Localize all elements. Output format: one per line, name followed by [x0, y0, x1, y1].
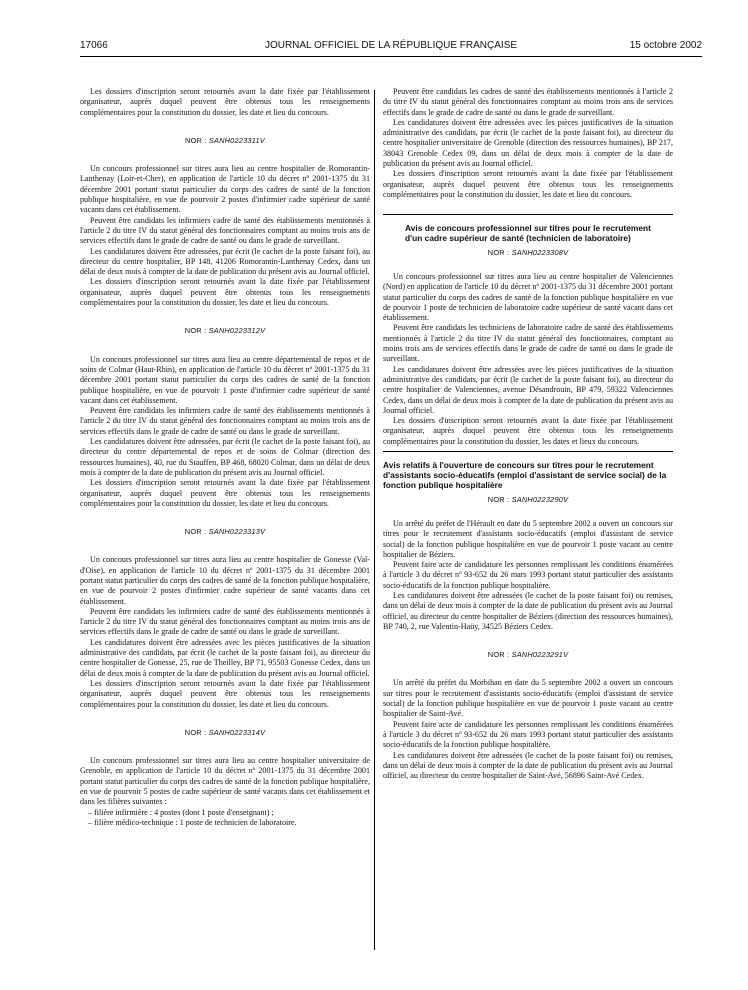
notice-paragraph: Les candidatures doivent être adressées avec les pièces justificatives de la situation administrative des candidats, par écrit (le cachet de la poste faisant foi), au directeur du centre hospitalier de Valenciennes, avenue Désandrouin, BP 479, 59322 Valenciennes Cedex, dans un délai de deux mois à compter de la date de publication du présent avis au Journal officiel.: [383, 364, 673, 415]
notice-paragraph: Les candidatures doivent être adressées, par écrit (le cachet de la poste faisant foi), au directeur du centre départemental de repos et de soins de Colmar (direction des ressources humaines), 40, rue du Stauffen, BP 468, 68020 Colmar, dans un délai de deux mois à compter de la date de publication du présent avis au Journal officiel.: [80, 437, 370, 477]
nor-line: NOR : SANH0223290V: [487, 494, 569, 504]
notice-paragraph: Les candidatures doivent être adressées, par écrit (le cachet de la poste faisant foi), au directeur du centre hospitalier, BP 148, 41206 Romorantin-Lanthenay Cedex, dans un délai de deux mois à compter de la date de publication du présent avis au Journal officiel.: [80, 246, 370, 277]
notice-paragraph: Les candidatures doivent être adressées (le cachet de la poste faisant foi) ou remises, dans un délai de deux mois à compter de la date de publication du présent avis au Journal officiel, au directeur du centre hospitalier de Béziers (direction des ressources humaines), BP 740, 2, rue Valentin-Haüy, 34525 Béziers Cedex.: [383, 591, 673, 631]
nor-code: SANH0223291V: [511, 650, 569, 660]
notice-paragraph: Les candidatures doivent être adressées (le cachet de la poste faisant foi) ou remises, dans un délai de deux mois à compter de la date de publication du présent avis au Journal officiel, au directeur du centre hospitalier de Saint-Avé, 56896 Saint-Avé Cedex.: [383, 750, 673, 781]
notice-paragraph: Un arrêté du préfet de l'Hérault en date du 5 septembre 2002 a ouvert un concours sur titres pour le recrutement d'assistants socio-éducatifs (emploi d'assistant de service social) de la fonction publique hospitalière en vue de pourvoir 1 poste vacant au centre hospitalier de Béziers.: [383, 518, 673, 559]
nor-code: SANH0223311V: [208, 135, 265, 145]
section-title: Avis de concours professionnel sur titres pour le recrutement d'un cadre supérieur de santé (technicien de laboratoire): [405, 223, 651, 244]
notice-paragraph: Un concours professionnel sur titres aura lieu au centre hospitalier de Valenciennes (Nord) en application de l'article 10 du décret nº 2001-1375 du 31 décembre 2001 portant statut particulier du corps des cadres de santé de la fonction publique hospitalière en vue de pourvoir 1 poste de technicien de laboratoire cadre supérieur de santé vacant dans cet établissement.: [383, 271, 673, 323]
nor-line: NOR : SANH0223308V: [487, 247, 569, 257]
right-column: [383, 87, 673, 781]
notice-paragraph: Les dossiers d'inscription seront retournés avant la date fixée par l'établissement organisateur, auprès duquel peuvent être obtenus tous les renseignements complémentaires pour la constitution du dossier, les date et lieu du concours.: [80, 478, 370, 508]
notice-paragraph: Les dossiers d'inscription seront retournés avant la date fixée par l'établissement organisateur, auprès duquel peuvent être obtenus tous les renseignements complémentaires pour la constitution du dossier, les date et lieu du concours.: [80, 277, 370, 308]
section-rule: [383, 214, 673, 215]
notice-paragraph: Les candidatures doivent être adressées avec les pièces justificatives de la situation administrative des candidats, par écrit (le cachet de la poste faisant foi), au directeur du centre hospitalier universitaire de Grenoble (direction des ressources humaines), BP 217, 38043 Grenoble Cedex 09, dans un délai de deux mois à compter de la date de publication du présent avis au Journal officiel.: [383, 117, 673, 169]
section-rule: [383, 451, 673, 452]
notice-paragraph: Peuvent faire acte de candidature les personnes remplissant les conditions énumérées à l'article 3 du décret nº 93-652 du 26 mars 1993 portant statut particulier des assistants socio-éducatifs de la fonction publique hospitalière.: [383, 719, 673, 750]
header-rule: [80, 56, 702, 57]
column-divider: [374, 90, 375, 950]
nor-line: NOR : SANH0223291V: [487, 650, 569, 660]
nor-line: NOR : SANH0223314V: [184, 727, 266, 737]
nor-code: SANH0223314V: [208, 727, 266, 737]
journal-title: JOURNAL OFFICIEL DE LA RÉPUBLIQUE FRANÇAISE: [264, 40, 518, 51]
notice-paragraph: Peuvent faire acte de candidature les personnes remplissant les conditions énumérées à l'article 3 du décret nº 93-652 du 26 mars 1993 portant statut particulier des assistants socio-éducatifs de la fonction publique hospitalière.: [383, 560, 673, 590]
notice-paragraph: Un concours professionnel sur titres aura lieu au centre hospitalier de Romorantin-Lanthenay (Loir-et-Cher), en application de l'article 10 du décret nº 2001-1375 du 31 décembre 2001 portant statut particulier du corps des cadres de santé de la fonction publique hospitalière, en vue de pourvoir 2 postes d'infirmier cadre supérieur de santé vacants dans cet établissement.: [80, 164, 370, 215]
nor-code: SANH0223313V: [208, 527, 266, 537]
notice-paragraph: Un concours professionnel sur titres aura lieu au centre hospitalier universitaire de Grenoble, en application de l'article 10 du décret nº 2001-1375 du 31 décembre 2001 portant statut particulier du corps des cadres de santé de la fonction publique hospitalière, en vue de pourvoir 5 postes de cadre supérieur de santé vacants dans cet établissement et dans les filières suivantes :: [80, 756, 370, 807]
notice-paragraph: Un concours professionnel sur titres aura lieu au centre départemental de repos et de soins de Colmar (Haut-Rhin), en application de l'article 10 du décret nº 2001-1375 du 31 décembre 2001 portant statut particulier du corps des cadres de santé de la fonction publique hospitalière, en vue de pourvoir 1 poste d'infirmier cadre supérieur de santé vacant dans cet établissement.: [80, 354, 370, 405]
notice-paragraph: Les candidatures doivent être adressées avec les pièces justificatives de la situation administrative des candidats, par écrit (le cachet de la poste faisant foi), au directeur du centre hospitalier de Gonesse, 25, rue de Theilley, BP 71, 95503 Gonesse Cedex, dans un délai de deux mois à compter de la date de publication du présent avis au Journal officiel.: [80, 637, 370, 678]
page-header: [80, 40, 702, 54]
notice-paragraph: Les dossiers d'inscription seront retournés avant la date fixée par l'établissement organisateur, auprès duquel peuvent être obtenus tous les renseignements complémentaires pour la constitution du dossier, les dates et lieux du concours.: [383, 416, 673, 446]
notice-paragraph: Les dossiers d'inscription seront retournés avant la date fixée par l'établissement organisateur, auprès duquel peuvent être obtenus tous les renseignements complémentaires pour la constitution du dossier, les date et lieu du concours.: [80, 678, 370, 709]
notice-paragraph: Un concours professionnel sur titres aura lieu au centre hospitalier de Gonesse (Val-d'Oise), en application de l'article 10 du décret nº 2001-1375 du 31 décembre 2001 portant statut particulier du corps des cadres de santé de la fonction publique hospitalière, en vue de pourvoir 2 postes d'infirmier cadre supérieur de santé vacants dans cet établissement.: [80, 555, 370, 606]
nor-line: NOR : SANH0223311V: [185, 135, 265, 145]
notice-paragraph: Peuvent être candidats les cadres de santé des établissements mentionnés à l'article 2 du titre IV du statut général des fonctionnaires comptant au moins trois ans de services effectifs dans le grade de cadre de santé ou dans le grade de surveillant.: [383, 87, 673, 117]
notice-paragraph: Peuvent être candidats les techniciens de laboratoire cadre de santé des établissements mentionnés à l'article 2 du titre IV du statut général des fonctionnaires, comptant au moins trois ans de services effectifs dans le grade de cadre de santé ou dans le grade de surveillant.: [383, 323, 673, 364]
list-item: – filière infirmière : 4 postes (dont 1 poste d'enseignant) ;: [88, 807, 274, 817]
nor-code: SANH0223308V: [511, 247, 569, 257]
page-number: 17066: [80, 40, 108, 51]
nor-code: SANH0223312V: [208, 326, 266, 336]
notice-paragraph: Un arrêté du préfet du Morbihan en date du 5 septembre 2002 a ouvert un concours sur titres pour le recrutement d'assistants socio-éducatifs (emploi d'assistant de service social) de la fonction publique hospitalière en vue de pourvoir 1 poste vacant au centre hospitalier de Saint-Avé.: [383, 678, 673, 719]
list-item: – filière médico-technique : 1 poste de technicien de laboratoire.: [88, 817, 297, 827]
intro-paragraph: Les dossiers d'inscription seront retournés avant la date fixée par l'établissement organisateur, auprès duquel peuvent être obtenus tous les renseignements complémentaires pour la constitution du dossier, les date et lieu du concours.: [80, 87, 370, 117]
notice-paragraph: Peuvent être candidats les infirmiers cadre de santé des établissements mentionnés à l'article 2 du titre IV du statut général des fonctionnaires comptant au moins trois ans de services effectifs dans le grade de cadre de santé ou dans le grade de surveillant.: [80, 406, 370, 436]
notice-paragraph: Peuvent être candidats les infirmiers cadre de santé des établissements mentionnés à l'article 2 du titre IV du statut général des fonctionnaires comptant au moins trois ans de services effectifs dans le grade de cadre de santé ou dans le grade de surveillant.: [80, 606, 370, 637]
nor-code: SANH0223290V: [511, 494, 569, 504]
notice-paragraph: Les dossiers d'inscription seront retournés avant la date fixée par l'établissement organisateur, auprès duquel peuvent être obtenus tous les renseignements complémentaires pour la constitution du dossier, les date et lieu du concours.: [383, 169, 673, 199]
left-column: [80, 87, 370, 828]
section-title: Avis relatifs à l'ouverture de concours sur titres pour le recrutement d'assistants socio-éducatifs (emploi d'assistant de service social) de la fonction publique hospitalière: [383, 460, 667, 491]
nor-line: NOR : SANH0223313V: [184, 527, 266, 537]
notice-paragraph: Peuvent être candidats les infirmiers cadre de santé des établissements mentionnés à l'article 2 du titre IV du statut général des fonctionnaires comptant au moins trois ans de services effectifs dans le grade de cadre de santé ou dans le grade de surveillant.: [80, 215, 370, 246]
issue-date: 15 octobre 2002: [629, 40, 702, 51]
nor-line: NOR : SANH0223312V: [184, 326, 266, 336]
